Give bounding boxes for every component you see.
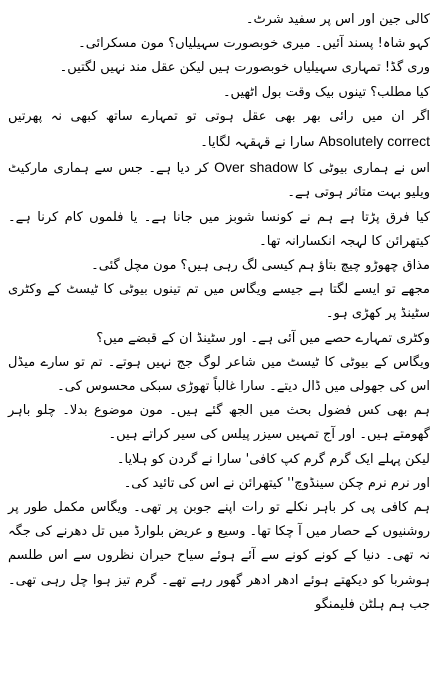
paragraph-11	[8, 351, 430, 399]
paragraph-2	[8, 32, 430, 56]
paragraph-8	[8, 254, 430, 278]
paragraph-7	[8, 206, 430, 254]
paragraph-text: ہم کافی پی کر باہر نکلے تو رات اپنے جوبن پر تھی۔ ویگاس مکمل طور پر روشنیوں کے حصار میں آ چکا تھا۔ وسیع و عریض بلوارڈ میں تل دھرنے کی جگہ نہ تھی۔ دنیا کے کونے کونے سے آئے ہوئے سیاح حیران نظروں سے اس طلسم ہوشربا کو دیکھتے ہوئے ادھر ادھر گھور رہے تھے۔ گرم تیز ہوا چل رہی تھی۔ جب ہم ہلٹن فلیمنگو	[8, 500, 430, 612]
paragraph-5	[8, 105, 430, 155]
paragraph-text: مجھے تو ایسے لگتا ہے جیسے ویگاس میں تم تینوں بیوٹی کا ٹیسٹ کے وکٹری سٹینڈ پر کھڑی ہو۔	[8, 282, 430, 322]
paragraph-text: سارا نے قہقہہ لگایا۔	[200, 135, 315, 151]
paragraph-6	[8, 155, 430, 205]
paragraph-text: کر دیا ہے۔ جس سے ہماری مارکیٹ ویلیو بہت متاثر ہوتی ہے۔	[8, 161, 430, 201]
paragraph-4	[8, 81, 430, 105]
paragraph-text: مذاق چھوڑو چیچ بتاؤ ہم کیسی لگ رہی ہیں؟ مون مچل گئی۔	[91, 258, 430, 274]
paragraph-text: اس نے ہماری بیوٹی کا	[303, 161, 430, 177]
english-phrase: Over shadow	[214, 159, 298, 176]
paragraph-12	[8, 399, 430, 447]
paragraph-text: اور نرم نرم چکن سینڈوچ'' کیتھرائن نے اس کی تائید کی۔	[123, 475, 430, 491]
paragraph-text: وری گڈ! تمہاری سہیلیاں خوبصورت ہیں لیکن عقل مند نہیں لگتیں۔	[59, 60, 430, 76]
paragraph-9	[8, 278, 430, 326]
paragraph-text: کیا فرق پڑتا ہے ہم نے کونسا شوبز میں جانا ہے۔ یا فلموں کام کرنا ہے۔ کیتھرائن کا لہجہ انکسارانہ تھا۔	[8, 209, 430, 249]
paragraph-3	[8, 56, 430, 80]
paragraph-text: ویگاس کے بیوٹی کا ٹیسٹ میں شاعر لوگ جج نہیں ہوتے۔ تم تو سارے میڈل اس کی جھولی میں ڈال دیتے۔ سارا غالباً تھوڑی سبکی محسوس کی۔	[8, 354, 430, 395]
paragraph-text: وکٹری تمہارے حصے میں آئی ہے۔ اور سٹینڈ ان کے قبضے میں؟	[96, 330, 430, 346]
paragraph-text: لیکن پہلے ایک گرم گرم کپ کافی' سارا نے گردن کو ہلایا۔	[116, 451, 430, 467]
english-phrase: Absolutely correct	[318, 133, 430, 150]
paragraph-text: ہم بھی کس فضول بحث میں الجھ گئے ہیں۔ مون موضوع بدلا۔ چلو باہر گھومتے ہیں۔ اور آج تمہیں سیزر پیلس کی سیر کراتے ہیں۔	[8, 403, 430, 443]
paragraph-text: اگر ان میں رائی بھر بھی عقل ہوتی تو تمہارے ساتھ کبھی نہ پھرتیں	[8, 108, 430, 124]
paragraph-1	[8, 8, 430, 32]
paragraph-text: کیا مطلب؟ تینوں بیک وقت بول اٹھیں۔	[222, 84, 430, 100]
paragraph-10	[8, 327, 430, 351]
paragraph-14	[8, 472, 430, 496]
paragraph-13	[8, 448, 430, 472]
paragraph-15	[8, 496, 430, 617]
paragraph-text: کالی جین اور اس پر سفید شرٹ۔	[245, 12, 430, 27]
paragraph-text: کہو شاہ! پسند آئیں۔ میری خوبصورت سہیلیاں؟ مون مسکرائی۔	[78, 36, 430, 52]
